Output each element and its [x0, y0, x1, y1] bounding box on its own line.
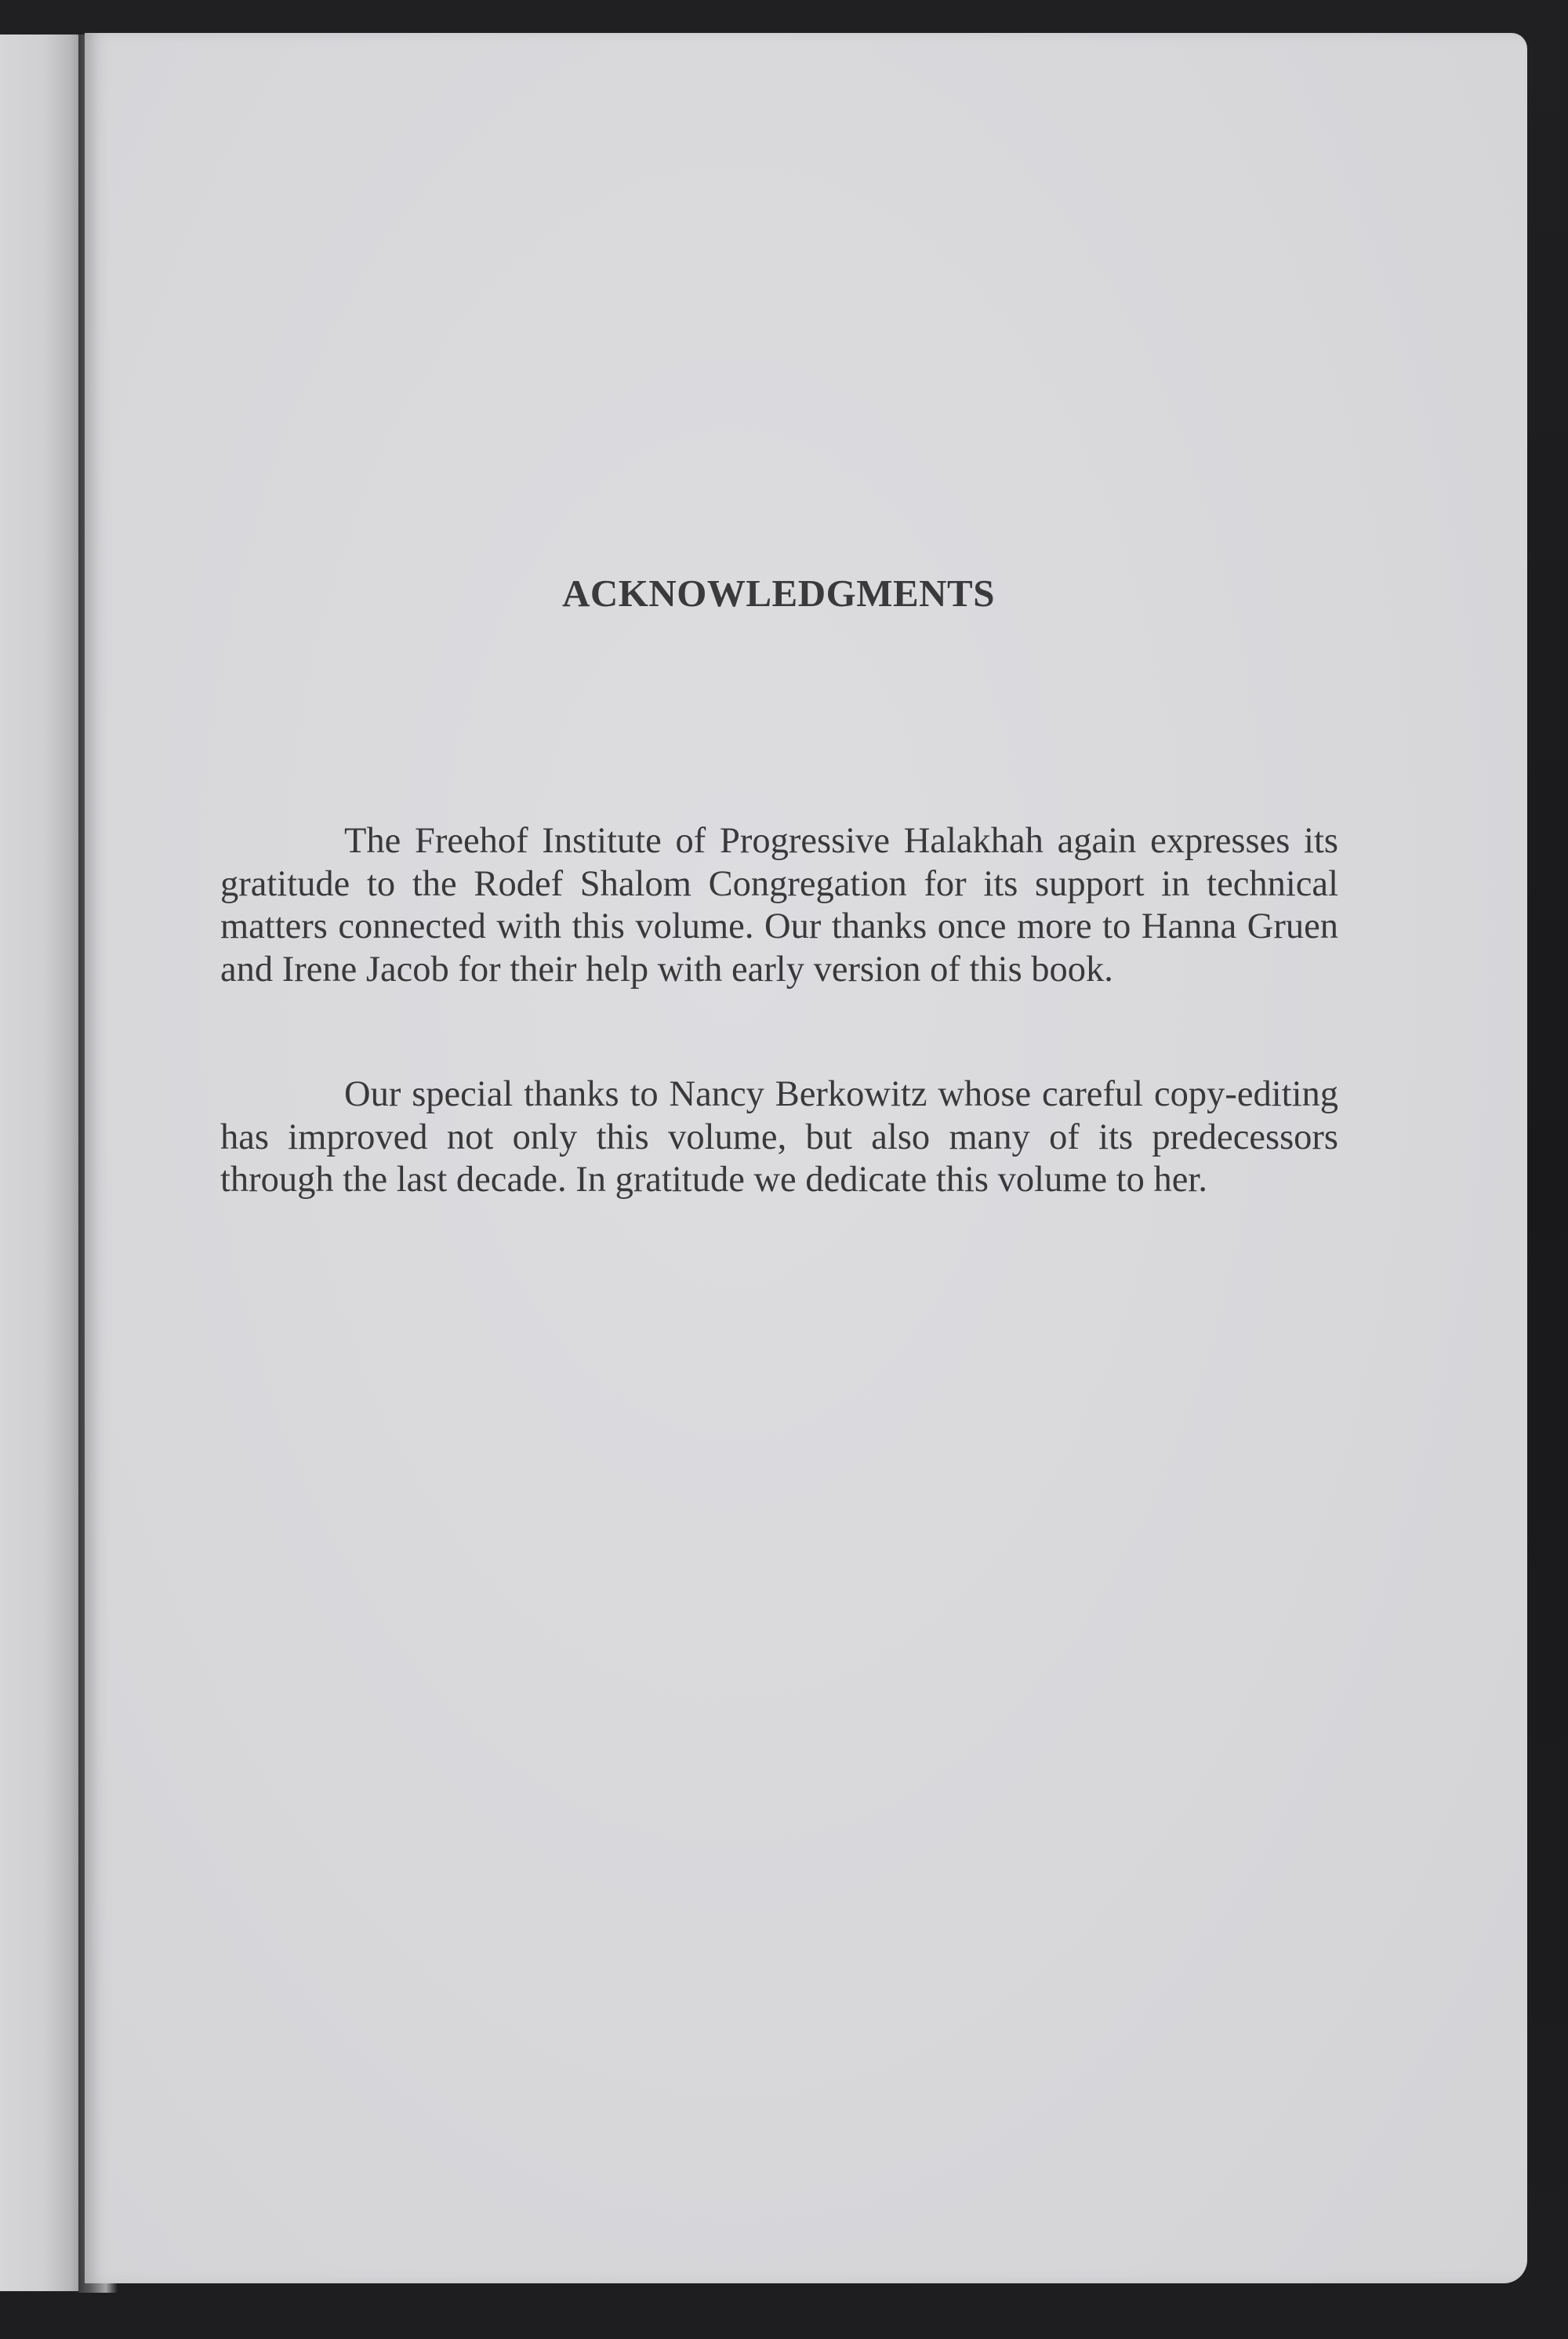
facing-page-edge — [0, 35, 82, 2291]
acknowledgment-paragraph-1: The Freehof Institute of Progressive Halakhah again expresses its gratitude to the Rodef Shalom Congregation for its support in technical matters connected with this volume. Our thanks once more to Hanna Gruen and Irene Jacob for their help with early version of this book. — [220, 821, 1338, 990]
page-title: ACKNOWLEDGMENTS — [561, 572, 995, 615]
acknowledgment-paragraph-2: Our special thanks to Nancy Berkowitz whose careful copy-editing has improved not only this volume, but also many of its predecessors through the last decade. In gratitude we dedicate this volume to her. — [220, 1074, 1338, 1200]
